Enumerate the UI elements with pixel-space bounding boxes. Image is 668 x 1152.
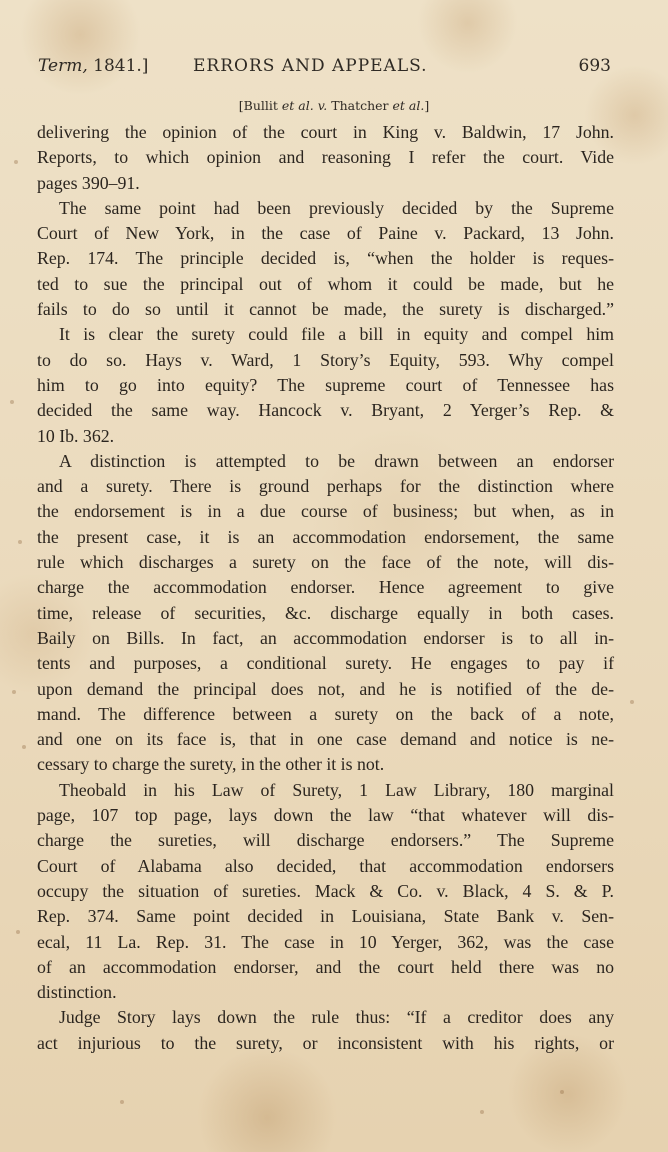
text-line: upon demand the principal does not, and he is notified of the de- [37, 678, 614, 699]
text-line: ecal, 11 La. Rep. 31. The case in 10 Yerger, 362, was the case [37, 931, 614, 952]
text-line: delivering the opinion of the court in King v. Baldwin, 17 John. [37, 122, 614, 142]
caption-etal-1: et al. [281, 98, 314, 113]
header-year: 1841.] [93, 56, 149, 76]
text-line: 10 Ib. 362. [37, 425, 115, 446]
text-line: The same point had been previously decided by the Supreme [59, 197, 614, 218]
caption-versus: v. [317, 98, 328, 113]
text-line: the present case, it is an accommodation endorsement, the same [37, 526, 614, 547]
foxing-spot [560, 1090, 564, 1094]
foxing-spot [16, 930, 20, 934]
text-line: Judge Story lays down the rule thus: “If a creditor does any [59, 1007, 614, 1028]
text-line: ted to sue the principal out of whom it could be made, but he [37, 273, 614, 294]
page-number: 693 [578, 56, 611, 76]
text-line: tents and purposes, a conditional surety. He engages to pay if [37, 653, 614, 674]
text-line: rule which discharges a surety on the face of the note, will dis- [37, 552, 614, 573]
foxing-spot [10, 400, 14, 404]
foxing-spot [120, 1100, 124, 1104]
text-line: to do so. Hays v. Ward, 1 Story’s Equity, 593. Why compel [37, 349, 614, 370]
text-line: time, release of securities, &c. discharge equally in both cases. [37, 602, 614, 623]
text-line: mand. The difference between a surety on the back of a note, [37, 703, 614, 724]
header-term-word: Term, [38, 56, 88, 76]
text-line: Reports, to which opinion and reasoning I refer the court. Vide [37, 147, 614, 168]
text-line: of an accommodation endorser, and the court held there was no [37, 956, 614, 977]
text-line: act injurious to the surety, or inconsistent with his rights, or [37, 1032, 614, 1053]
text-line: distinction. [37, 982, 117, 1003]
text-line: him to go into equity? The supreme court of Tennessee has [37, 374, 614, 395]
text-line: pages 390–91. [37, 172, 140, 193]
text-line: occupy the situation of sureties. Mack & Co. v. Black, 4 S. & P. [37, 880, 614, 901]
header-title: ERRORS AND APPEALS. [193, 56, 428, 76]
text-line: Baily on Bills. In fact, an accommodation endorser is to all in- [37, 627, 614, 648]
text-line: cessary to charge the surety, in the other it is not. [37, 754, 385, 775]
text-line: charge the sureties, will discharge endorsers.” The Supreme [37, 830, 614, 851]
text-line: It is clear the surety could file a bill in equity and compel him [59, 324, 614, 345]
case-caption [0, 98, 668, 113]
caption-party-2: Thatcher [331, 98, 389, 113]
text-line: decided the same way. Hancock v. Bryant, 2 Yerger’s Rep. & [37, 400, 614, 421]
text-line: A distinction is attempted to be drawn between an endorser [59, 450, 614, 471]
text-line: page, 107 top page, lays down the law “that whatever will dis- [37, 805, 614, 826]
text-line: Rep. 374. Same point decided in Louisiana, State Bank v. Sen- [37, 906, 614, 927]
header-term [38, 56, 148, 76]
text-line: Court of Alabama also decided, that accommodation endorsers [37, 855, 614, 876]
text-line: the endorsement is in a due course of business; but when, as in [37, 501, 614, 522]
text-line: Rep. 174. The principle decided is, “when the holder is reques- [37, 248, 614, 269]
foxing-spot [480, 1110, 484, 1114]
foxing-spot [14, 160, 18, 164]
text-line: Theobald in his Law of Surety, 1 Law Library, 180 marginal [59, 779, 614, 800]
text-line: charge the accommodation endorser. Hence agreement to give [37, 577, 614, 598]
caption-open: [Bullit [238, 98, 278, 113]
foxing-spot [22, 745, 26, 749]
body-text [37, 120, 614, 1056]
text-line: and one on its face is, that in one case demand and notice is ne- [37, 729, 614, 750]
running-header [38, 56, 611, 82]
foxing-spot [630, 700, 634, 704]
text-line: and a surety. There is ground perhaps for the distinction where [37, 476, 614, 497]
foxing-spot [12, 690, 16, 694]
text-line: fails to do so until it cannot be made, the surety is discharged.” [37, 299, 614, 320]
foxing-spot [18, 540, 22, 544]
caption-close: ] [424, 98, 430, 113]
caption-etal-2: et al. [392, 98, 425, 113]
text-line: Court of New York, in the case of Paine v. Packard, 13 John. [37, 223, 614, 244]
